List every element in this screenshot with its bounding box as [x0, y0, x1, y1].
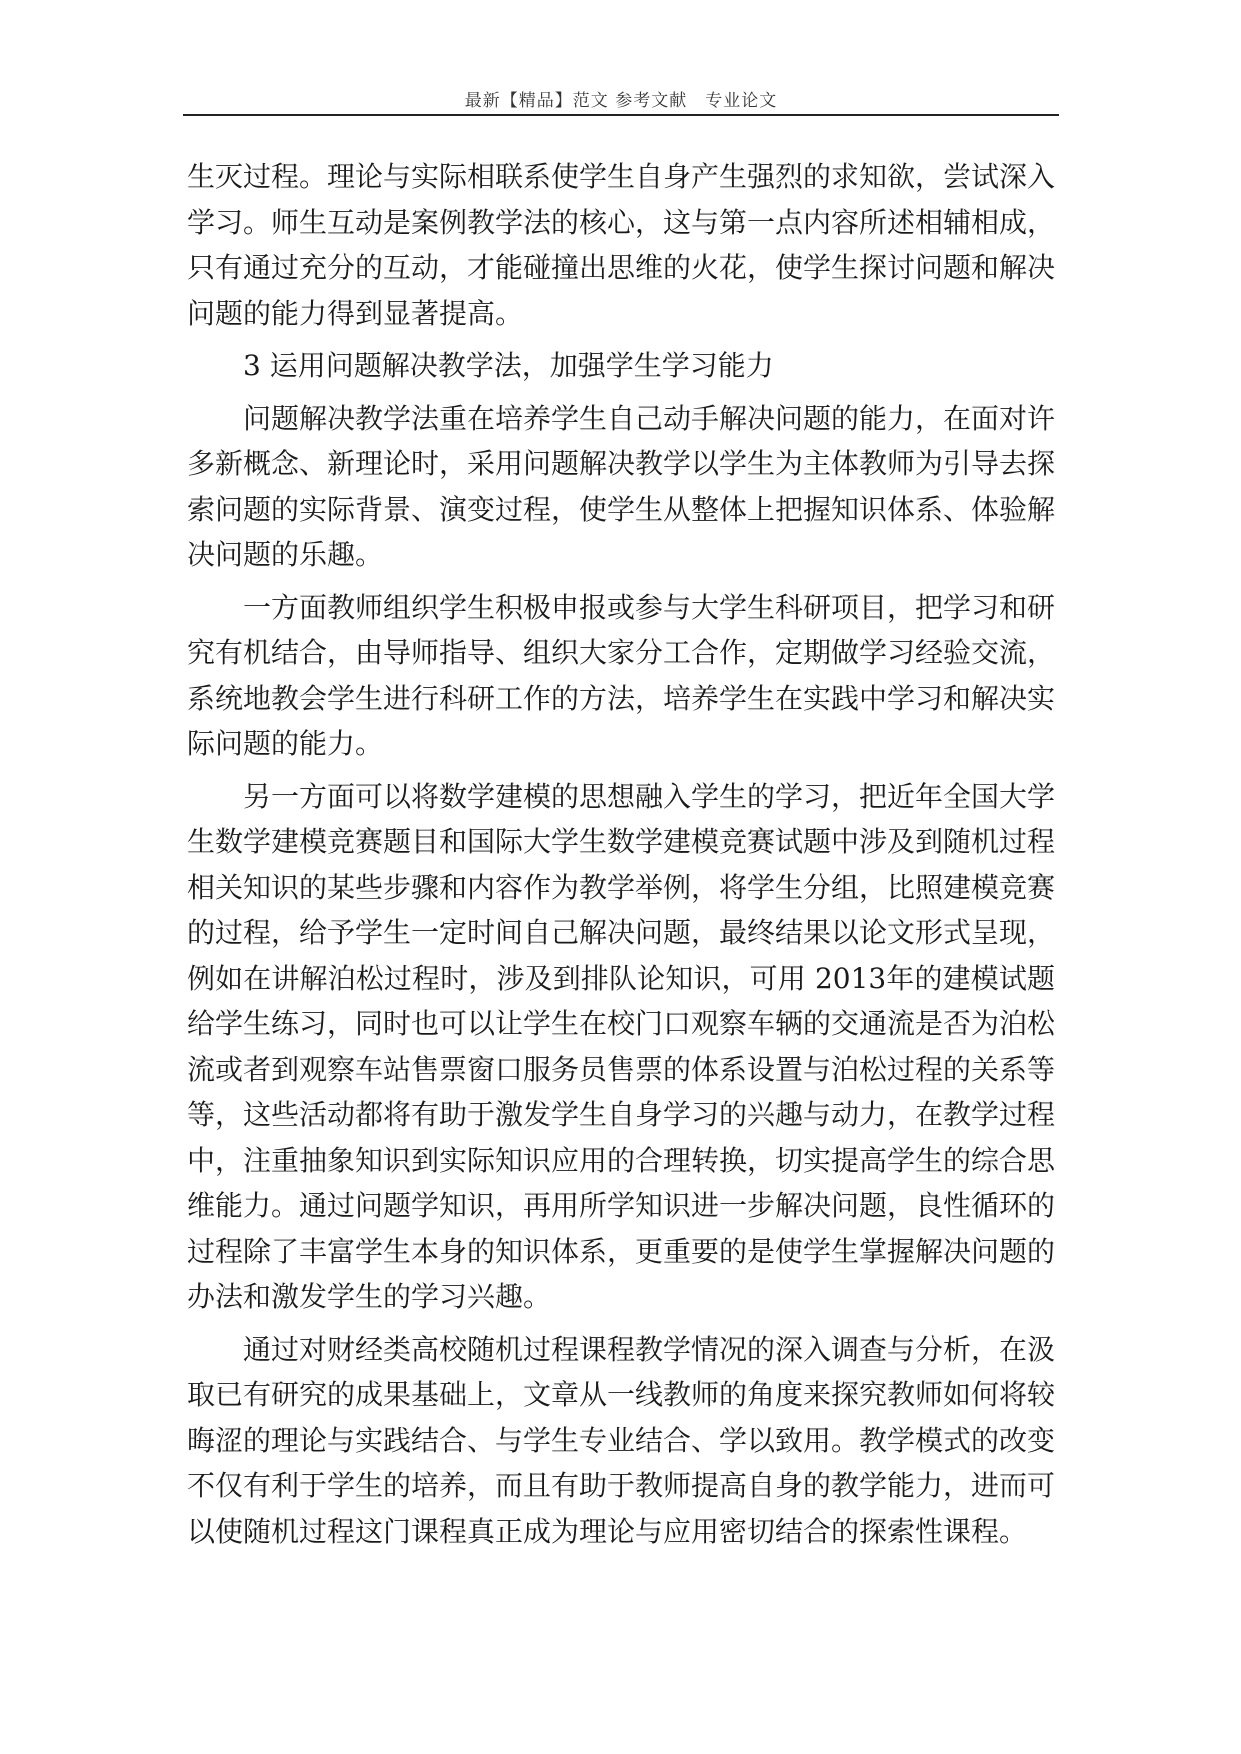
paragraph: 另一方面可以将数学建模的思想融入学生的学习，把近年全国大学生数学建模竞赛题目和国际大学生数学建模竞赛试题中涉及到随机过程相关知识的某些步骤和内容作为教学举例，将学生分组，比照建模竞赛的过程，给予学生一定时间自己解决问题，最终结果以论文形式呈现，例如在讲解泊松过程时，涉及到排队论知识，可用 2013年的建模试题给学生练习，同时也可以让学生在校门口观察车辆的交通流是否为泊松流或者到观察车站售票窗口服务员售票的体系设置与泊松过程的关系等等，这些活动都将有助于激发学生自身学习的兴趣与动力，在教学过程中，注重抽象知识到实际知识应用的合理转换，切实提高学生的综合思维能力。通过问题学知识，再用所学知识进一步解决问题，良性循环的过程除了丰富学生本身的知识体系，更重要的是使学生掌握解决问题的办法和激发学生的学习兴趣。	[187, 779, 1056, 1313]
running-header: 最新【精品】范文 参考文献 专业论文	[464, 91, 778, 111]
paragraph: 问题解决教学法重在培养学生自己动手解决问题的能力，在面对许多新概念、新理论时，采用问题解决教学以学生为主体教师为引导去探索问题的实际背景、演变过程，使学生从整体上把握知识体系、体验解决问题的乐趣。	[187, 401, 1056, 571]
document-body	[187, 154, 1055, 1561]
paragraph: 一方面教师组织学生积极申报或参与大学生科研项目，把学习和研究有机结合，由导师指导、组织大家分工合作，定期做学习经验交流，系统地教会学生进行科研工作的方法，培养学生在实践中学习和解决实际问题的能力。	[187, 590, 1056, 760]
section-heading: 3 运用问题解决教学法，加强学生学习能力	[243, 349, 774, 382]
paragraph-continued: 生灭过程。理论与实际相联系使学生自身产生强烈的求知欲，尝试深入学习。师生互动是案例教学法的核心，这与第一点内容所述相辅相成，只有通过充分的互动，才能碰撞出思维的火花，使学生探讨问题和解决问题的能力得到显著提高。	[187, 160, 1056, 330]
paragraph: 通过对财经类高校随机过程课程教学情况的深入调查与分析，在汲取已有研究的成果基础上，文章从一线教师的角度来探究教师如何将较晦涩的理论与实践结合、与学生专业结合、学以致用。教学模式的改变不仅有利于学生的培养，而且有助于教师提高自身的教学能力，进而可以使随机过程这门课程真正成为理论与应用密切结合的探索性课程。	[187, 1332, 1056, 1548]
header-rule	[183, 114, 1059, 116]
